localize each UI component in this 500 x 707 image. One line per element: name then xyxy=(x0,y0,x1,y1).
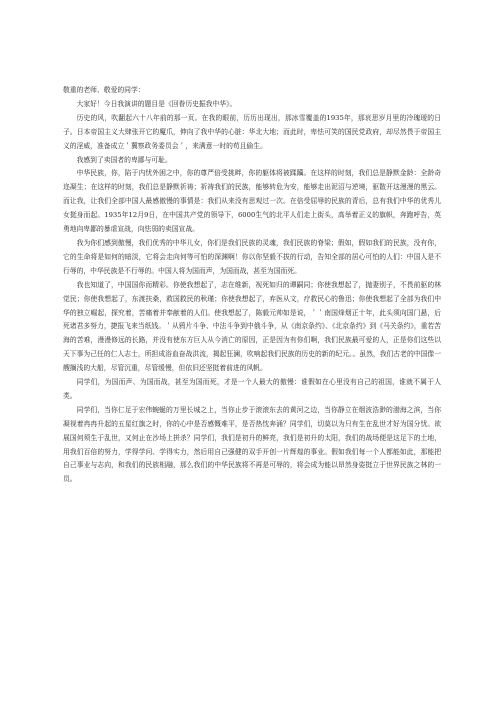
paragraph-closing: 同学们，当你仁足于宏伟蜿蜒的万里长城之上，当你止步于滚滚东去的黄河之边，当你静立在烟波浩渺的渤海之滨，当你凝视着冉冉升起的五星红旗之时，你的心中是否感慨难平，是否热忱奔涌？同学们，切莫以为只有生在乱世才好为国分忧。欲展国何须生于乱世，又何止在沙场上拼杀？同学们，我们是初升的鲜亮，我们是初升的太阳，我们的战场便是这足下的土地，用我们百倍的努力，学得学问、学得实力，然后用自己强健的双手开创一片辉煌的事业。假如我们每一个人都能如此，那能把自己事业与志向，和我们的民族相融，那么我们的中华民族将不再是可辱的，将会成为能以昂然身姿挺立于世界民族之林的一员。 xyxy=(63,405,441,484)
paragraph-shame: 我感到了卖国者的卑鄙与可耻。 xyxy=(76,155,172,164)
speech-document xyxy=(63,84,441,487)
paragraph-pride: 我为你们感到傲慢，我们优秀的中华儿女，你们是我们民族的灵魂，我们民族的脊梁；假如，假如我们的民族，没有你，它的生命将是如何的暗淡，它将会走向何等可怕的深渊啊！你以你坚毅不拔的行动，告知全部的居心可怕的人们：中国人是不行辱的，中华民族是不行辱的。中国人将为国而声，为国而战，甚至为国而死。 xyxy=(63,238,441,275)
paragraph-greeting: 大家好！今日我演讲的题目是《回眷历史振我中华》。 xyxy=(76,99,237,108)
paragraph-nation: 中华民族，你，陷于内忧外困之中，你的尊严倍受挑畔，你的躯体将被蹂躏。在这样的时刻，我们总是静默金龄：全龄奇迩凝生；在这样的时刻，我们总是静默祈祷；祈祷我们的民族，能够转危为安，能够走出泥沼与逆境，驱散开这漫漫的黑云。而让我，让我们全部中国人最感傲慢的事情是：我们从来没有思观过一次。在倍受屈辱的民族的青后，总有我们中华的优秀儿女挺身而起。1935年12月9日，在中国共产党的领导下，6000生气的北平人们走上街头，高举着正义的旗帜，奔跑呼告，英勇地向卑鄙的暴虐宣战，向怯弱的卖国宣战。 xyxy=(63,169,441,234)
paragraph-heroes: 我也知道了，中国国你而精彩。你使我想起了，志在维新，视死如归的谭嗣同；你使我想起了，抛妻别子，不畏前驱的林觉民；你使我想起了，东渡扶桑，救国救民的秋瑾；你使我想起了，弃医从文，疗救民心的鲁迅；你使我想起了全部为我们中华的独立崛起，探究着，苦痛着并奉献着的人们。使我想起了，陈毅元帅如是说，＇＇南国烽烟正十年，此头须向国门悬，后死诸君多努力，捷报飞来当纸钱。＇从鸦片斗争、中法斗争到中俄斗争，从《南京条约》、《北京条约》到《马关条约》，重若苦海的苦难，漫漫修远的长路，并没有使东方巨人从今消亡的原因，正是因为有你们啊，我们民族最可爱的人，正是你们这些以天下事为己任的仁人志士，所担成浴血奋战洪流，揭起狂澜，吹响起我们民族的历史的新的纪元。。虽然，我们古老的中国像一艘搁浅的大船，尽管沉重，尽管缓慢，但依旧还坚挺着前进的风帆。 xyxy=(63,280,441,373)
salutation: 敬重的老师、敬爱的同学： xyxy=(63,86,145,94)
paragraph-history: 历史的风，吹翻起六十八年前的那一页。在我的眼前，历历出现出，那冰雪覆盖的1935年，那哀思岁月里的冷瑰瑷的日子。日本帝国主义大肆张开它的魔爪，伸向了我中华的心脏：华北大地；而此时，卑怯可笑的国民党政府，却尽然畏于帝国主义的淫威，准备成立＇冀察政务委员会＇，来满意一时的苟且偷生。 xyxy=(63,113,441,150)
paragraph-patriotism: 同学们，为国而声、为国而战，甚至为国而死，才是一个人最大的傲慢：谁假如在心里没有自己的祖国，谁就不属于人类。 xyxy=(63,378,441,400)
